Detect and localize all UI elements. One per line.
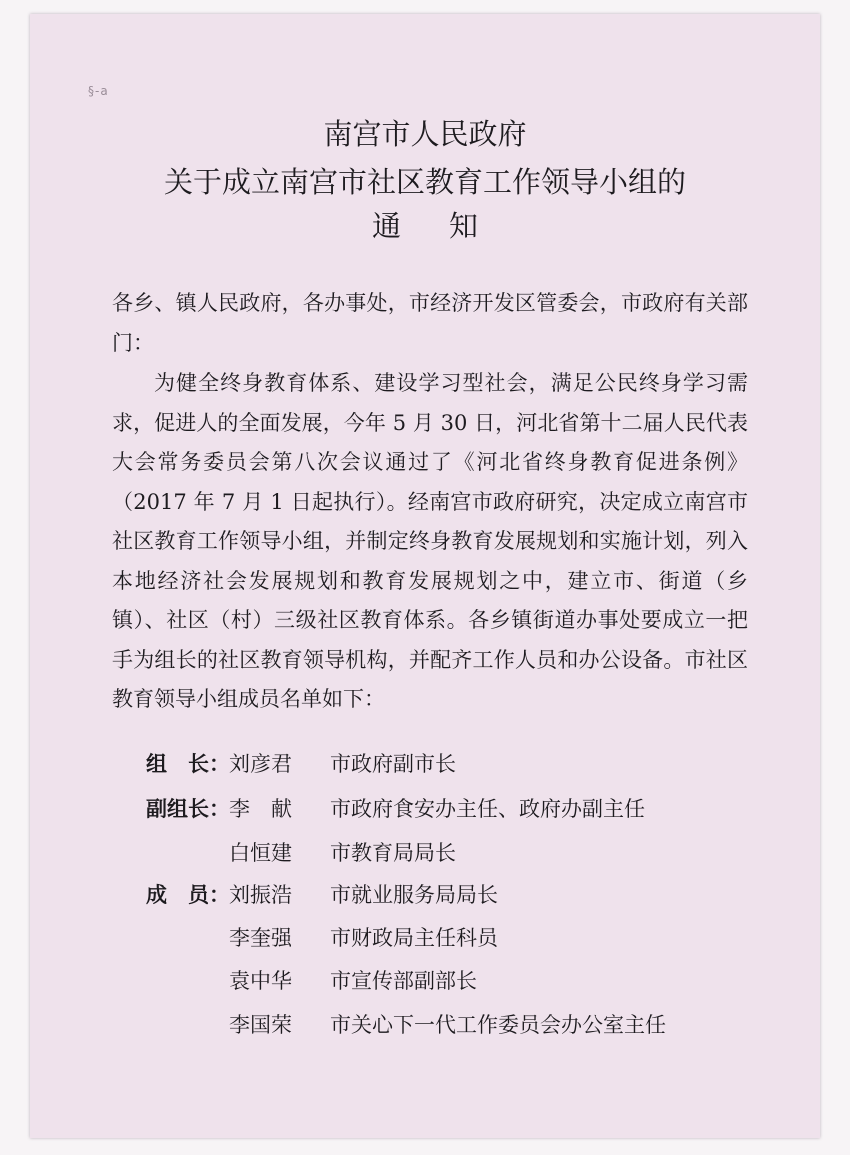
member-position: 市政府副市长 — [330, 752, 456, 776]
member-name: 白恒建 — [229, 841, 292, 865]
body-paragraph: 为健全终身教育体系、建设学习型社会，满足公民终身学习需求，促进人的全面发展，今年 5 月 30 日，河北省第十二届人民代表大会常务委员会第八次会议通过了《河北省终身教育促进条例》（2017 年 7 月 1 日起执行）。经南宫市政府研究，决定成立南宫市社区教育工作领导小组，并制定终身教育发展规划和实施计划，列入本地经济社会发展规划和教育发展规划之中，建立市、街道（乡镇）、社区（村）三级社区教育体系。各乡镇街道办事处要成立一把手为组长的社区教育领导机构，并配齐工作人员和办公设备。市社区教育领导小组成员名单如下： — [112, 371, 748, 711]
member-row — [0, 789, 850, 829]
member-row — [0, 744, 850, 784]
title-line-2: 关于成立南宫市社区教育工作领导小组的 — [163, 165, 686, 199]
member-row — [0, 918, 850, 958]
member-name: 李国荣 — [229, 1013, 292, 1037]
member-name: 袁中华 — [229, 969, 292, 993]
member-role: 组 长： — [146, 751, 230, 776]
member-position: 市教育局局长 — [330, 841, 456, 865]
member-name: 刘振浩 — [229, 883, 292, 907]
member-role: 成 员： — [146, 882, 230, 907]
member-position: 市就业服务局局长 — [330, 883, 498, 907]
title-line-3: 通知 — [371, 209, 526, 243]
member-row — [0, 875, 850, 915]
member-role: 副组长： — [146, 796, 230, 821]
member-position: 市财政局主任科员 — [330, 926, 498, 950]
addressee: 各乡、镇人民政府，各办事处，市经济开发区管委会，市政府有关部门： — [112, 291, 748, 355]
member-name: 李 献 — [229, 797, 292, 821]
member-name: 刘彦君 — [229, 752, 292, 776]
title-line-1: 南宫市人民政府 — [323, 117, 527, 151]
member-position: 市宣传部副部长 — [330, 969, 477, 993]
member-position: 市政府食安办主任、政府办副主任 — [330, 797, 645, 821]
member-position: 市关心下一代工作委员会办公室主任 — [330, 1013, 666, 1037]
member-name: 李奎强 — [229, 926, 292, 950]
member-row — [0, 1005, 850, 1045]
member-row — [0, 833, 850, 873]
corner-mark: §-a — [88, 84, 109, 98]
member-row — [0, 961, 850, 1001]
